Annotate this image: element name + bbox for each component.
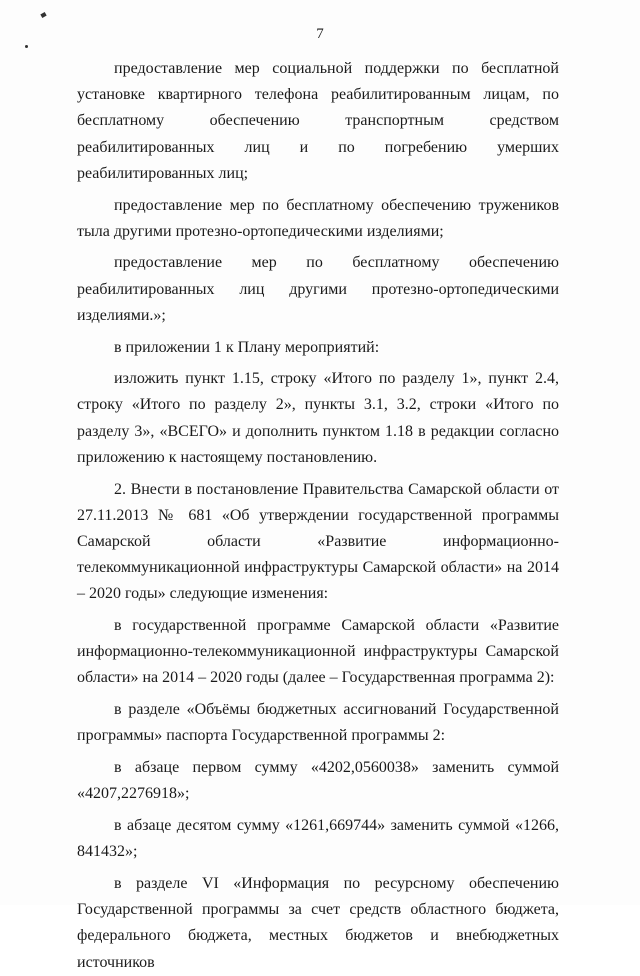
paragraph: в государственной программе Самарской области «Развитие информационно-телекоммуникационной инфраструктуры Самарской области» на 2014 – 2020 годы (далее – Государственная программа 2): — [77, 617, 559, 687]
paragraph: в разделе «Объёмы бюджетных ассигнований Государственной программы» паспорта Государственной программы 2: — [77, 701, 559, 745]
paragraph: в разделе VI «Информация по ресурсному обеспечению Государственной программы за счет средств областного бюджета, федерального бюджета, местных бюджетов и внебюджетных источников — [77, 874, 559, 971]
page-number: 7 — [316, 26, 324, 42]
paragraph: в абзаце десятом сумму «1261,669744» заменить суммой «1266, 841432»; — [77, 816, 559, 861]
paragraph: 2. Внести в постановление Правительства Самарской области от 27.11.2013 № 681 «Об утверждении государственной программы Самарской области «Развитие информационно-телекоммуникационной инфраструктуры Самарской области» на 2014 – 2020 годы» следующие изменения: — [77, 480, 559, 603]
paragraph-line: реабилитированных лиц другими протезно-ортопедическими изделиями.»; — [77, 280, 559, 324]
scan-speck — [40, 12, 46, 18]
paragraph: предоставление мер социальной поддержки по бесплатной установке квартирного телефона реабилитированным лицам, по бесплатному обеспечению транспортным средством реабилитированных лиц и по погребению умерших реабилитированных лиц; — [77, 60, 559, 182]
paragraph: изложить пункт 1.15, строку «Итого по разделу 1», пункт 2.4, строку «Итого по разделу 2», пункты 3.1, 3.2, строки «Итого по разделу 3», «ВСЕГО» и дополнить пунктом 1.18 в редакции согласно приложению к настоящему постановлению. — [77, 370, 559, 466]
paragraph: в абзаце первом сумму «4202,0560038» заменить суммой «4207,2276918»; — [77, 759, 559, 803]
paragraph: в приложении 1 к Плану мероприятий: — [114, 338, 380, 356]
paragraph-line: предоставление мер по бесплатному обеспечению — [114, 254, 559, 272]
paragraph — [77, 250, 559, 329]
document-body — [77, 56, 559, 976]
paragraph: предоставление мер по бесплатному обеспечению тружеников тыла другими протезно-ортопедическими изделиями; — [77, 196, 559, 240]
scan-speck — [25, 45, 28, 48]
